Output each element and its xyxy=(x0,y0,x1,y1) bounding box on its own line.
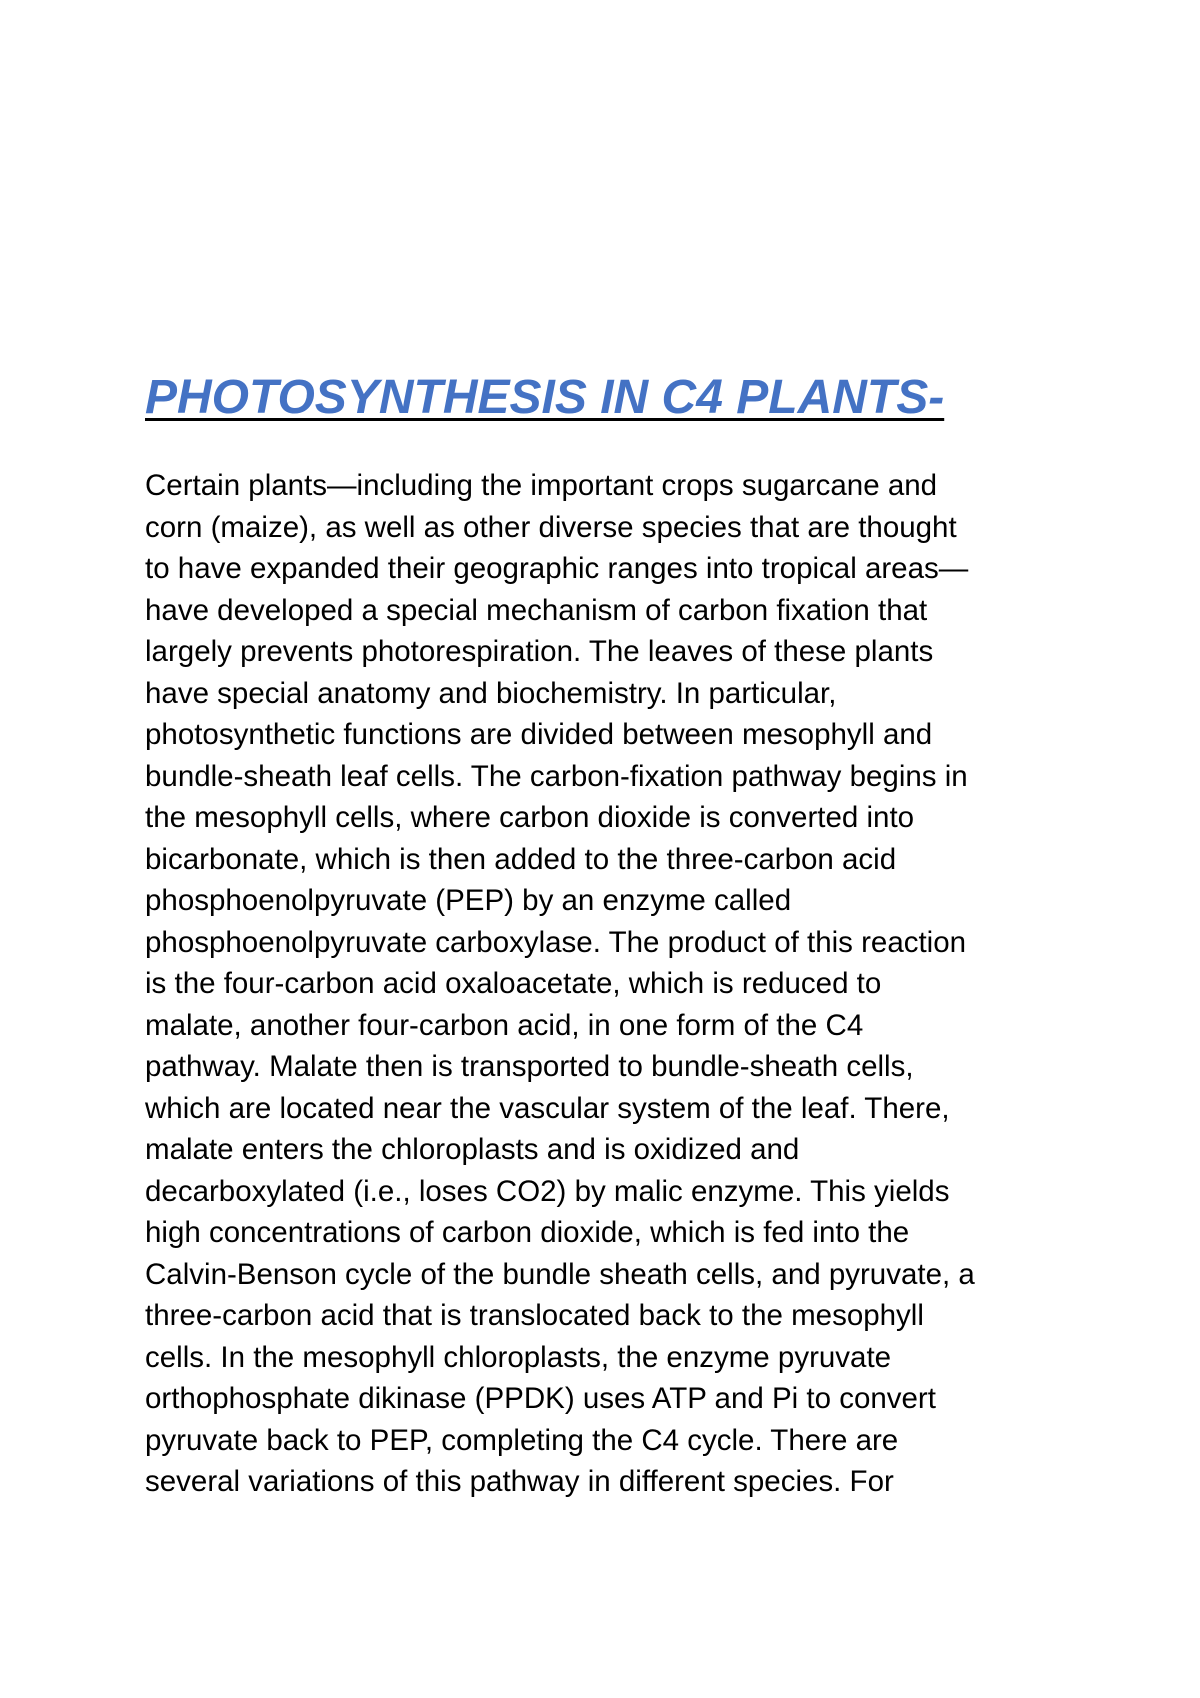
paragraph-line: bicarbonate, which is then added to the three-carbon acid xyxy=(145,842,897,876)
paragraph-line: three-carbon acid that is translocated back to the mesophyll xyxy=(145,1299,924,1332)
paragraph-line: the mesophyll cells, where carbon dioxide is converted into xyxy=(145,801,915,834)
paragraph-line: decarboxylated (i.e., loses CO2) by malic enzyme. This yields xyxy=(145,1174,950,1208)
paragraph-line: phosphoenolpyruvate carboxylase. The product of this reaction xyxy=(145,925,967,959)
paragraph-line: several variations of this pathway in different species. For xyxy=(145,1465,894,1498)
page-title: PHOTOSYNTHESIS IN C4 PLANTS- xyxy=(145,371,945,424)
paragraph-line: cells. In the mesophyll chloroplasts, the enzyme pyruvate xyxy=(145,1340,892,1374)
paragraph-line: is the four-carbon acid oxaloacetate, which is reduced to xyxy=(145,967,882,1000)
paragraph-line: to have expanded their geographic ranges into tropical areas— xyxy=(145,552,969,585)
paragraph-line: have developed a special mechanism of carbon fixation that xyxy=(145,593,928,627)
paragraph-line: orthophosphate dikinase (PPDK) uses ATP and Pi to convert xyxy=(145,1382,936,1415)
paragraph-line: phosphoenolpyruvate (PEP) by an enzyme called xyxy=(145,884,792,917)
paragraph-line: have special anatomy and biochemistry. In particular, xyxy=(145,676,837,710)
paragraph-line: corn (maize), as well as other diverse species that are thought xyxy=(145,510,957,544)
paragraph-line: bundle-sheath leaf cells. The carbon-fixation pathway begins in xyxy=(145,759,968,793)
paragraph-line: malate, another four-carbon acid, in one form of the C4 xyxy=(145,1008,864,1042)
paragraph-line: photosynthetic functions are divided between mesophyll and xyxy=(145,718,933,751)
paragraph-line: Calvin-Benson cycle of the bundle sheath cells, and pyruvate, a xyxy=(145,1257,975,1291)
paragraph-line: Certain plants—including the important crops sugarcane and xyxy=(145,469,938,502)
paragraph-line: which are located near the vascular system of the leaf. There, xyxy=(145,1091,950,1125)
paragraph-line: pyruvate back to PEP, completing the C4 cycle. There are xyxy=(145,1423,899,1457)
paragraph-line: malate enters the chloroplasts and is oxidized and xyxy=(145,1133,800,1166)
body-paragraph xyxy=(145,465,1075,1503)
paragraph-line: high concentrations of carbon dioxide, which is fed into the xyxy=(145,1216,910,1249)
paragraph-line: largely prevents photorespiration. The leaves of these plants xyxy=(145,635,934,668)
paragraph-line: pathway. Malate then is transported to bundle-sheath cells, xyxy=(145,1050,914,1083)
